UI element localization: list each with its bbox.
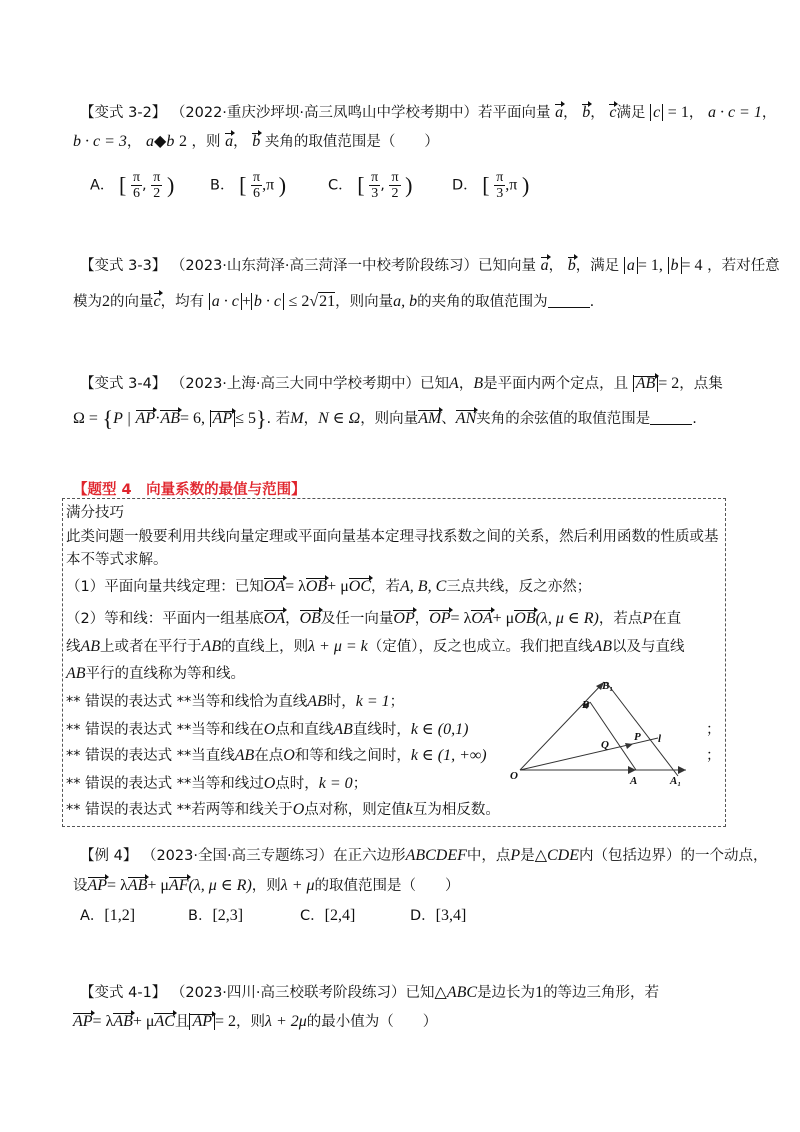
text: 的向量	[110, 294, 154, 310]
vec-a: a	[555, 104, 564, 121]
math: k	[405, 801, 413, 818]
dot-bc: b · c = 3	[73, 133, 127, 150]
vec-b: b	[252, 133, 261, 150]
expr: λ + μ	[280, 877, 315, 894]
plus: + μ	[327, 578, 349, 595]
text: ，若点	[598, 611, 643, 627]
sep: ，	[563, 105, 578, 121]
pt-p: P	[642, 610, 653, 627]
sep: ，	[548, 258, 564, 274]
option-d[interactable]	[410, 906, 466, 926]
option-label: B．	[210, 177, 235, 194]
eq: = 1,	[637, 257, 663, 274]
option-d[interactable]: D． [ $\frac{\pi}{3}$ ,π )	[452, 170, 530, 201]
math: k = 0	[318, 775, 353, 792]
eq: = λ	[450, 610, 472, 627]
frac	[369, 170, 380, 201]
eq: = 1	[667, 104, 689, 121]
text: ；	[352, 776, 368, 792]
ex4-line1	[80, 846, 768, 866]
pt-m: M	[290, 410, 304, 427]
ex4-tag: 【例 4】	[80, 848, 138, 864]
num: 1	[535, 984, 544, 1001]
sqrt-val: 21	[319, 293, 336, 310]
eq: = λ	[92, 1013, 114, 1030]
den: 3	[496, 186, 504, 201]
vec-ab: a, b	[393, 293, 418, 310]
math: AB	[333, 721, 353, 738]
tips-para3	[66, 609, 681, 629]
vec-ob: OB	[514, 610, 536, 627]
eq: = 6,	[180, 410, 206, 427]
option-a[interactable]	[80, 906, 135, 926]
eq: = λ	[107, 877, 128, 894]
bracket: )	[278, 172, 287, 198]
option-label: A．	[90, 177, 115, 194]
arrow-a	[628, 766, 636, 774]
option-label: C．	[300, 908, 325, 924]
text: 的等边三角形，若	[543, 985, 660, 1001]
ex4-source: （2023·全国·高三专题练习）在正六边形	[141, 848, 406, 864]
ex4-line2	[73, 876, 460, 896]
eq: = 4	[681, 257, 703, 274]
vec-oa: OA	[471, 610, 493, 627]
period: .	[692, 411, 697, 427]
vec-a: a	[225, 133, 234, 150]
tips-para5	[66, 664, 245, 684]
dot: ·	[155, 410, 161, 427]
arrow-a1	[678, 766, 686, 774]
pt-b: B	[473, 375, 484, 392]
line-ab: AB	[592, 638, 613, 655]
text: ，则	[191, 134, 221, 150]
mod: 2	[102, 293, 110, 310]
bracket: )	[521, 172, 530, 198]
math: k ∈ (0,1)	[410, 721, 469, 738]
v32-question: 夹角的取值范围是（ ）	[264, 134, 439, 150]
vec-ab: AB	[127, 877, 148, 894]
section-heading: 【题型 4 向量系数的最值与范围】	[73, 482, 306, 498]
plus: + μ	[492, 610, 515, 627]
text: 的取值范围是（ ）	[314, 878, 460, 894]
num: π	[391, 170, 399, 185]
text: ** 错误的表达式 **当等和线在	[66, 722, 264, 738]
v41-line1	[80, 983, 659, 1003]
brace: }	[255, 406, 267, 431]
num: π	[253, 170, 261, 185]
vec-an: AN	[455, 410, 477, 427]
period: .	[589, 294, 595, 310]
text: ；	[706, 722, 721, 738]
option-b[interactable]	[188, 906, 243, 926]
text: 在直	[652, 611, 682, 627]
text: （1）平面向量共线定理：已知	[66, 579, 264, 595]
den: 6	[253, 186, 261, 201]
v32-line1	[80, 103, 776, 123]
tips-bullet-4	[66, 774, 367, 794]
sep: ，	[590, 105, 605, 121]
bracket: [	[357, 172, 365, 198]
equal-sum-figure	[508, 676, 708, 796]
abs-ap: AP	[189, 1013, 215, 1030]
eq: = 2	[214, 1013, 237, 1030]
text: ，若对任意	[707, 258, 780, 274]
text: 是	[520, 848, 535, 864]
tips-title: 满分技巧	[66, 505, 124, 521]
num: π	[371, 170, 379, 185]
sum-eq: λ + μ = k	[308, 638, 368, 655]
vec-oa: OA	[263, 610, 286, 627]
text: 设	[73, 878, 88, 894]
text: 以及与直线	[612, 639, 685, 655]
text: 互为相反数。	[412, 802, 500, 818]
text: 的最小值为（ ）	[306, 1014, 438, 1030]
den: 2	[391, 186, 399, 201]
vec-c: c	[153, 293, 161, 310]
tips-para1: 此类问题一般要利用共线向量定理或平面向量基本定理寻找系数之间的关系，然后利用函数的性质或基	[66, 529, 719, 545]
sep: ，	[458, 376, 474, 392]
text: ，则	[236, 1014, 266, 1030]
text: ，若	[371, 579, 401, 595]
math: O	[283, 747, 295, 764]
option-label: D．	[410, 908, 436, 924]
tips-bullet-5	[66, 800, 500, 820]
answer-blank[interactable]	[650, 410, 692, 425]
math: O	[263, 721, 276, 738]
abs-bc: b · c	[251, 293, 284, 310]
v32-tag: 【变式 3-2】	[80, 105, 167, 121]
v41-tag: 【变式 4-1】	[80, 985, 167, 1001]
vec-ab: AB	[113, 1013, 133, 1030]
vec-b: b	[567, 257, 576, 274]
line-l	[606, 682, 678, 776]
pi: π	[509, 176, 518, 194]
arrow-p	[625, 743, 633, 749]
sep: ，	[126, 134, 142, 150]
text: 内（包括边界）的一个动点，	[579, 848, 768, 864]
den: 2	[153, 186, 161, 201]
v33-tag: 【变式 3-3】	[80, 258, 167, 274]
triangle: △CDE	[534, 847, 579, 864]
vec-ap: AP	[73, 1013, 93, 1030]
frac	[494, 170, 505, 201]
plus: +	[241, 293, 251, 310]
tips-para1-cont: 本不等式求解。	[66, 552, 168, 568]
v34-line1	[80, 374, 723, 394]
label-b: B	[582, 699, 590, 711]
answer-blank[interactable]	[548, 293, 590, 308]
text: 点和直线	[275, 722, 334, 738]
math: k = 1	[355, 693, 390, 710]
text: 中，点	[466, 848, 511, 864]
vec-ac: AC	[154, 1013, 175, 1030]
label-a1: A₁	[670, 775, 682, 787]
text: ，均有	[160, 294, 205, 310]
triangle: △ABC	[434, 984, 478, 1001]
option-a[interactable]: A． [ $\frac{\pi}{6}$ , $\frac{\pi}{2}$ )	[90, 170, 175, 201]
vec-op: OP	[393, 610, 415, 627]
sep: ，	[233, 134, 248, 150]
text: 夹角的余弦值的取值范围是	[476, 411, 651, 427]
frac	[251, 170, 262, 201]
text: 三点共线，反之亦然；	[446, 579, 592, 595]
text: （定值），反之也成立。我们把直线	[367, 639, 593, 655]
text: ，则	[251, 878, 281, 894]
vec-ap: AP	[87, 877, 108, 894]
v32-source: （2022·重庆沙坪坝·高三凤鸣山中学校考期中）若平面向量	[170, 105, 551, 121]
bracket: [	[119, 172, 127, 198]
bracket: [	[239, 172, 247, 198]
v34-line2	[73, 406, 697, 431]
label-p: P	[634, 731, 641, 743]
hexagon: ABCDEF	[405, 847, 467, 864]
abs-b: b	[668, 257, 682, 274]
text: ；	[706, 748, 721, 764]
text: 点时，	[275, 776, 319, 792]
math: O	[263, 775, 276, 792]
option-value: [3,4]	[435, 907, 467, 924]
v33-line2: 模为2的向量c，均有 a · c + b · c ≤ 2√21，则向量a, b的夹角的取值范围为 .	[73, 293, 595, 310]
text: 直线时，	[352, 722, 411, 738]
text: 的夹角的取值范围为	[417, 294, 548, 310]
text: 时，	[326, 694, 356, 710]
set-p: P |	[113, 410, 131, 427]
v33-line1	[80, 256, 780, 276]
math: k ∈ (1, +∞)	[410, 747, 487, 764]
tips-bullet-1	[66, 692, 404, 712]
label-a: A	[630, 775, 638, 787]
math: O	[292, 801, 305, 818]
text: ，点集	[679, 376, 723, 392]
plus: + μ	[147, 877, 169, 894]
vec-c: c	[609, 104, 617, 121]
vec-op: OP	[429, 610, 451, 627]
pi: π	[266, 176, 275, 194]
text: 线	[66, 639, 81, 655]
text: 且	[174, 1014, 190, 1030]
vec-ab: AB	[160, 410, 181, 427]
le: ≤ 5	[235, 410, 256, 427]
text: . 若	[266, 411, 291, 427]
option-value: [1,2]	[104, 907, 136, 924]
bracket: [	[482, 172, 490, 198]
text: 模为	[73, 294, 102, 310]
cond: (λ, μ ∈ R)	[535, 610, 599, 627]
math: AB	[307, 693, 327, 710]
option-label: A．	[80, 908, 105, 924]
abs-c: c	[650, 104, 663, 121]
label-b1: B₁	[602, 680, 614, 692]
num: π	[153, 170, 161, 185]
tips-para2	[66, 577, 591, 597]
text: （2）等和线：平面内一组基底	[66, 611, 264, 627]
option-label: B．	[188, 908, 213, 924]
eq: = 2	[658, 375, 680, 392]
tips-para4	[66, 637, 685, 657]
text: 及任一向量	[320, 611, 394, 627]
cond: (λ, μ ∈ R)	[188, 877, 252, 894]
text: 平行的直线称为等和线。	[85, 666, 246, 682]
sep: ，	[761, 105, 777, 121]
dot-ab: a◆b	[146, 133, 175, 150]
eq: = λ	[285, 578, 306, 595]
option-b[interactable]: B． [ $\frac{\pi}{6}$ ,π )	[210, 170, 287, 201]
text: ，则向量	[360, 411, 419, 427]
text: 的直线上，则	[221, 639, 309, 655]
brace: {	[102, 406, 114, 431]
v41-source: （2023·四川·高三校联考阶段练习）已知	[170, 985, 435, 1001]
text: ** 错误的表达式 **若两等和线关于	[66, 802, 293, 818]
line-ab: AB	[66, 665, 86, 682]
sep: ，	[303, 411, 319, 427]
dot-ac: a · c = 1	[707, 104, 762, 121]
pts-abc: A, B, C	[400, 578, 447, 595]
sep: 、	[441, 411, 456, 427]
den: 3	[371, 186, 379, 201]
vec-ob: OB	[299, 610, 321, 627]
option-value: [2,4]	[324, 907, 356, 924]
vec-oa: OA	[263, 578, 286, 595]
text: 在点	[254, 748, 284, 764]
num: π	[132, 170, 141, 185]
vec-b: b	[582, 104, 591, 121]
ray-ob1	[520, 682, 604, 770]
text: 和等和线之间时，	[294, 748, 411, 764]
text: 点对称，则定值	[304, 802, 406, 818]
text: ** 错误的表达式 **当等和线恰为直线	[66, 694, 308, 710]
rhs: ≤ 2	[288, 293, 310, 310]
abs-ab: AB	[633, 375, 659, 392]
omega: Ω =	[73, 410, 98, 427]
pt-a: A	[449, 375, 459, 392]
sep: ，	[414, 611, 430, 627]
abs-ap: AP	[210, 410, 236, 427]
pt-p: P	[510, 847, 521, 864]
vec-af: AF	[168, 877, 189, 894]
v34-tag: 【变式 3-4】	[80, 376, 167, 392]
text: ，满足	[575, 258, 620, 274]
v34-source: （2023·上海·高三大同中学校考期中）已知	[170, 376, 450, 392]
line-ab: AB	[201, 638, 222, 655]
label-q: Q	[601, 739, 609, 751]
abs-a: a	[624, 257, 638, 274]
sep: ，	[285, 611, 300, 627]
text: ** 错误的表达式 **当直线	[66, 748, 235, 764]
option-label: D．	[452, 177, 478, 194]
bracket: )	[405, 172, 413, 198]
plus: + μ	[132, 1013, 155, 1030]
pt-n: N ∈ Ω	[318, 410, 361, 427]
vec-ap: AP	[135, 410, 156, 427]
expr: λ + 2μ	[265, 1013, 307, 1030]
option-c[interactable]	[300, 906, 355, 926]
v33-source: （2023·山东菏泽·高三菏泽一中校考阶段练习）已知向量	[170, 258, 537, 274]
frac	[131, 170, 142, 201]
abs-ac: a · c	[209, 293, 242, 310]
text: 是边长为	[477, 985, 536, 1001]
v41-line2	[73, 1012, 437, 1032]
option-label: C．	[328, 177, 353, 194]
den: 6	[133, 186, 140, 201]
label-o: O	[510, 770, 518, 782]
text: 是平面内两个定点，且	[483, 376, 629, 392]
option-value: [2,3]	[212, 907, 244, 924]
vec-ob: OB	[305, 578, 328, 595]
text: 满足	[616, 105, 646, 121]
text: ，则向量	[335, 294, 394, 310]
num: π	[496, 170, 504, 185]
bracket: )	[166, 172, 175, 198]
v32-line2	[73, 132, 439, 152]
vec-a: a	[540, 257, 549, 274]
sep: ，	[688, 105, 704, 121]
math: AB	[234, 747, 255, 764]
text: 上或者在平行于	[100, 639, 202, 655]
line-ab: AB	[80, 638, 101, 655]
frac	[151, 170, 162, 201]
label-l: l	[658, 733, 662, 745]
val-ab: 2	[178, 133, 187, 150]
text: ；	[389, 694, 405, 710]
vec-oc: OC	[348, 578, 372, 595]
vec-am: AM	[418, 410, 442, 427]
text: ** 错误的表达式 **当等和线过	[66, 776, 264, 792]
frac	[389, 170, 400, 201]
option-c[interactable]: C． [ $\frac{\pi}{3}$ , $\frac{\pi}{2}$ )	[328, 170, 413, 201]
